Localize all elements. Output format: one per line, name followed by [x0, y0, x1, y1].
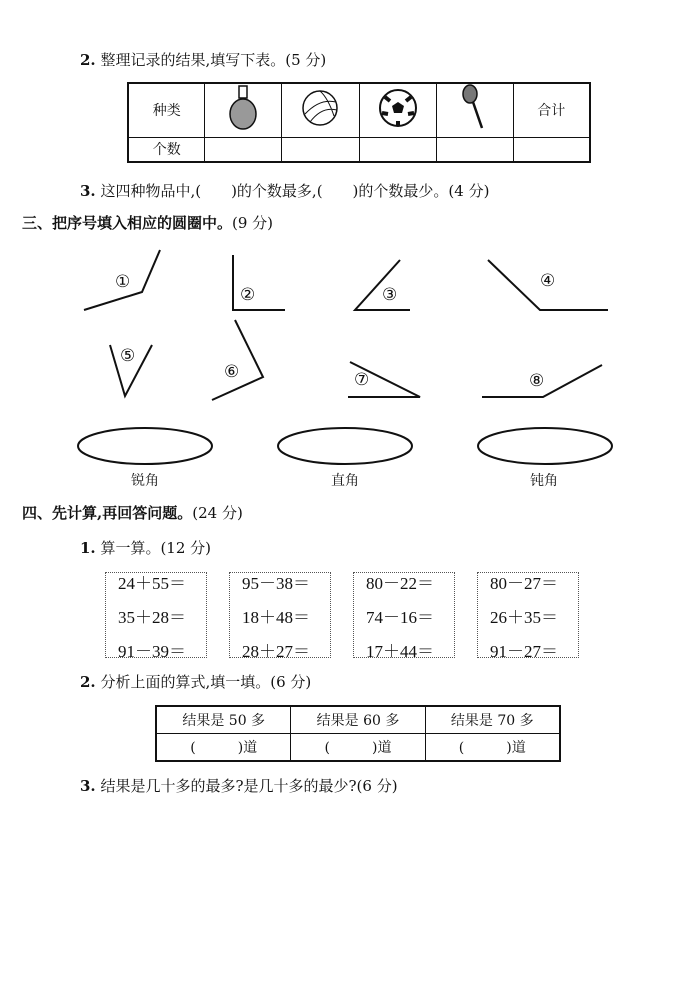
row2-label: 个数 — [128, 137, 205, 162]
angle-label-6: ⑥ — [224, 362, 240, 382]
s4q2-number: 2. — [80, 673, 96, 691]
section4-heading — [22, 502, 243, 523]
q2-text: 整理记录的结果,填写下表。(5 分) — [100, 51, 327, 69]
s4q2-heading — [80, 671, 311, 692]
equation[interactable]: 35＋28＝ — [118, 608, 186, 627]
category-obtuse: 钝角 — [530, 473, 558, 489]
row1-label: 种类 — [128, 83, 205, 137]
total-label: 合计 — [513, 83, 590, 137]
equation[interactable]: 80－27＝ — [490, 574, 558, 593]
header-50: 结果是 50 多 — [156, 706, 291, 734]
equation[interactable]: 28＋27＝ — [242, 642, 310, 661]
equation[interactable]: 80－22＝ — [366, 574, 434, 593]
angle-label-3: ③ — [382, 285, 398, 305]
calc-group-4 — [477, 572, 579, 661]
equation[interactable]: 18＋48＝ — [242, 608, 310, 627]
section4-score: (24 分) — [192, 504, 243, 522]
section3-title: 三、把序号填入相应的圆圈中。 — [22, 214, 233, 232]
count-70[interactable]: ( )道 — [425, 734, 560, 762]
section3-score: (9 分) — [232, 214, 274, 232]
header-70: 结果是 70 多 — [425, 706, 560, 734]
equation[interactable]: 26＋35＝ — [490, 608, 558, 627]
acute-oval — [78, 428, 212, 464]
section4-title: 四、先计算,再回答问题。 — [22, 504, 193, 522]
obtuse-oval — [478, 428, 612, 464]
calc-group-2 — [229, 572, 331, 661]
count-50[interactable]: ( )道 — [156, 734, 291, 762]
header-60: 结果是 60 多 — [291, 706, 425, 734]
equation[interactable]: 95－38＝ — [242, 574, 310, 593]
equation[interactable]: 74－16＝ — [366, 608, 434, 627]
equation[interactable]: 24＋55＝ — [118, 574, 186, 593]
s4q2-text: 分析上面的算式,填一填。(6 分) — [100, 673, 312, 691]
right-oval — [278, 428, 412, 464]
calc-group-3 — [353, 572, 455, 661]
angle-label-4: ④ — [540, 271, 556, 291]
angle-label-1: ① — [115, 272, 131, 292]
q3-number: 3. — [80, 182, 96, 200]
angle-label-7: ⑦ — [354, 370, 370, 390]
calc-group-1 — [105, 572, 207, 661]
s4q1-number: 1. — [80, 539, 96, 557]
angle-label-8: ⑧ — [529, 371, 545, 391]
s4q1-text: 算一算。(12 分) — [100, 539, 212, 557]
result-table — [155, 705, 561, 762]
equation[interactable]: 91－39＝ — [118, 642, 186, 661]
s4q3-number: 3. — [80, 777, 96, 795]
s4q3-heading — [80, 775, 398, 796]
equation[interactable]: 91－27＝ — [490, 642, 558, 661]
s4q1-heading — [80, 537, 211, 558]
q2-number: 2. — [80, 51, 96, 69]
category-right: 直角 — [331, 473, 359, 489]
angle-6 — [212, 320, 263, 400]
angle-label-5: ⑤ — [120, 346, 136, 366]
s4q3-text: 结果是几十多的最多?是几十多的最少?(6 分) — [100, 777, 398, 795]
angle-label-2: ② — [240, 285, 256, 305]
equation[interactable]: 17＋44＝ — [366, 642, 434, 661]
category-acute: 锐角 — [131, 473, 159, 489]
q3-text: 这四种物品中,( )的个数最多,( )的个数最少。(4 分) — [100, 182, 490, 200]
count-60[interactable]: ( )道 — [291, 734, 425, 762]
